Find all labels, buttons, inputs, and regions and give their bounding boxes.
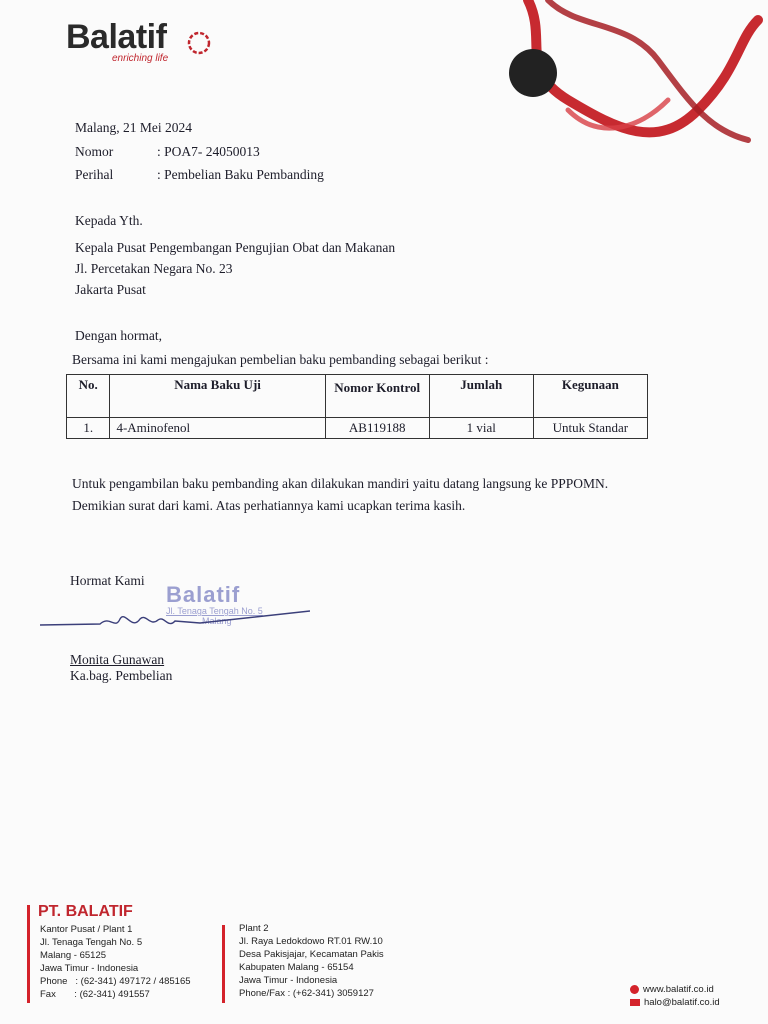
greeting: Dengan hormat, (75, 328, 162, 343)
nomor-label: Nomor (75, 144, 114, 159)
website-link[interactable]: www.balatif.co.id (643, 984, 714, 995)
footer-plant2-block (239, 922, 384, 1000)
globe-icon (630, 985, 639, 994)
footer-company-name: PT. BALATIF (38, 903, 133, 920)
footer-plant2-line: Phone/Fax : (+62-341) 3059127 (239, 988, 374, 999)
footer-contact (630, 983, 720, 1009)
body-paragraph: Demikian surat dari kami. Atas perhatiannya kami ucapkan terima kasih. (72, 498, 466, 513)
body-paragraph: Untuk pengambilan baku pembanding akan dilakukan mandiri yaitu datang langsung ke PPPOMN. (72, 476, 609, 491)
table-header: No. (67, 375, 110, 418)
table-row (67, 418, 648, 439)
footer-plant2-line: Desa Pakisjajar, Kecamatan Pakis (239, 949, 384, 960)
recipient-line: Jakarta Pusat (75, 282, 146, 297)
footer-plant2-line: Plant 2 (239, 923, 269, 934)
table-cell: AB119188 (325, 418, 429, 439)
logo-ring-icon (184, 28, 214, 58)
footer-divider (27, 905, 30, 1003)
table-header: Nama Baku Uji (110, 375, 325, 418)
nomor-row (75, 144, 260, 160)
decorative-ribbon-graphic (508, 0, 768, 160)
table-header: Nomor Kontrol (325, 375, 429, 418)
table-header-row (67, 375, 648, 418)
recipient-line: Kepala Pusat Pengembangan Pengujian Obat dan Makanan (75, 240, 396, 255)
footer-office-line: Phone : (62-341) 497172 / 485165 (40, 976, 191, 987)
perihal-label: Perihal (75, 167, 114, 182)
stamp-city: Malang (202, 616, 232, 626)
recipient-line: Kepada Yth. (75, 213, 143, 228)
footer-office-line: Fax : (62-341) 491557 (40, 989, 150, 1000)
table-cell: Untuk Standar (533, 418, 647, 439)
email-link[interactable]: halo@balatif.co.id (644, 997, 720, 1008)
table-cell: 1 vial (429, 418, 533, 439)
company-logo-wordmark: Balatif (66, 18, 167, 56)
footer-office-line: Kantor Pusat / Plant 1 (40, 924, 133, 935)
table-header: Jumlah (429, 375, 533, 418)
footer-office-line: Jawa Timur - Indonesia (40, 963, 139, 974)
footer-divider (222, 925, 225, 1003)
footer-office-line: Malang - 65125 (40, 950, 107, 961)
table-header: Kegunaan (533, 375, 647, 418)
intro-text: Bersama ini kami mengajukan pembelian baku pembanding sebagai berikut : (72, 352, 489, 367)
stamp-address: Jl. Tenaga Tengah No. 5 (166, 606, 263, 616)
handwritten-signature (40, 605, 310, 635)
recipient-line: Jl. Percetakan Negara No. 23 (75, 261, 233, 276)
company-tagline: enriching life (112, 53, 169, 64)
items-table (66, 374, 648, 439)
footer-plant2-line: Kabupaten Malang - 65154 (239, 962, 354, 973)
perihal-value: : Pembelian Baku Pembanding (157, 167, 324, 182)
nomor-value: : POA7- 24050013 (157, 144, 260, 159)
closing: Hormat Kami (70, 573, 145, 588)
perihal-row (75, 167, 324, 183)
mail-icon (630, 999, 640, 1006)
footer-plant2-line: Jl. Raya Ledokdowo RT.01 RW.10 (239, 936, 383, 947)
footer-office-line: Jl. Tenaga Tengah No. 5 (40, 937, 143, 948)
stamp-name: Balatif (166, 582, 241, 607)
footer-plant2-line: Jawa Timur - Indonesia (239, 975, 338, 986)
signer-name: Monita Gunawan (70, 652, 165, 667)
place-date: Malang, 21 Mei 2024 (75, 120, 192, 135)
signer-title: Ka.bag. Pembelian (70, 668, 173, 683)
footer-office-block (40, 923, 191, 1001)
table-cell: 4-Aminofenol (110, 418, 325, 439)
table-cell: 1. (67, 418, 110, 439)
